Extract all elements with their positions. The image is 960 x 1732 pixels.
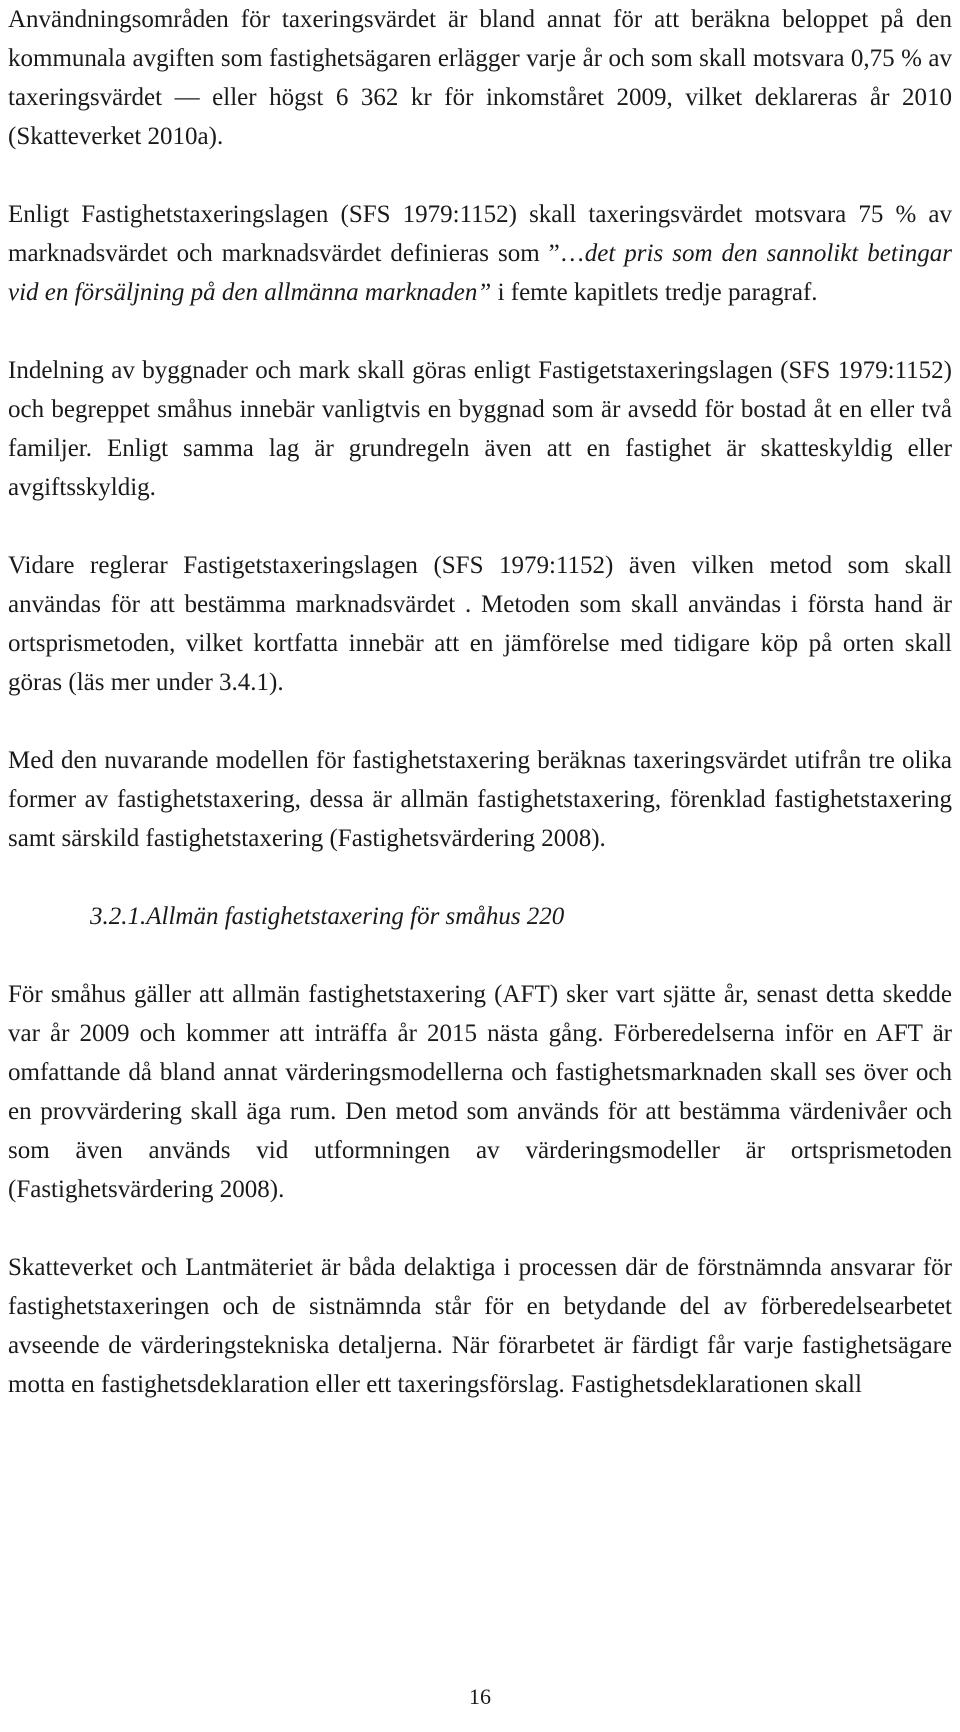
paragraph-taxation-forms: Med den nuvarande modellen för fastighetstaxering beräknas taxeringsvärdet utifrån tre olika former av fastighetstaxering, dessa är allmän fastighetstaxering, förenklad fastighetstaxering samt särskild fastighetstaxering (Fastighetsvärdering 2008). [8,747,952,852]
section-title: Allmän fastighetstaxering för småhus 220 [146,903,565,930]
document-page [8,0,952,1404]
paragraph-aft-schedule: För småhus gäller att allmän fastighetstaxering (AFT) sker vart sjätte år, senast detta skedde var år 2009 och kommer att inträffa år 2015 nästa gång. Förberedelserna inför en AFT är omfattande då bland annat värderingsmodellerna och fastighetsmarknaden skall ses över och en provvärdering skall äga rum. Den metod som används för att bestämma värdenivåer och som även används vid utformningen av värderingsmodeller är ortsprismetoden (Fastighetsvärdering 2008). [8,981,952,1203]
section-heading [8,897,952,936]
page-number: 16 [469,1684,491,1709]
paragraph-market-value-definition [8,195,952,312]
paragraph-text: i femte kapitlets tredje paragraf. [491,279,818,306]
paragraph-text: Enligt Fastighetstaxeringslagen (SFS 1979:1152) skall taxeringsvärdet motsvara 75 % av marknadsvärdet och marknadsvärdet definieras som ”… [8,201,952,267]
paragraph-agencies-process: Skatteverket och Lantmäteriet är båda delaktiga i processen där de förstnämnda ansvarar för fastighetstaxeringen och de sistnämnda står för en betydande del av förberedelsearbetet avseende de värderingstekniska detaljerna. När förarbetet är färdigt får varje fastighetsägare motta en fastighetsdeklaration eller ett taxeringsförslag. Fastighetsdeklarationen skall [8,1254,952,1398]
paragraph-taxation-uses: Användningsområden för taxeringsvärdet är bland annat för att beräkna beloppet på den kommunala avgiften som fastighetsägaren erlägger varje år och som skall motsvara 0,75 % av taxeringsvärdet — eller högst 6 362 kr för inkomståret 2009, vilket deklareras år 2010 (Skatteverket 2010a). [8,6,952,150]
paragraph-valuation-method: Vidare reglerar Fastigetstaxeringslagen (SFS 1979:1152) även vilken metod som skall användas för att bestämma marknadsvärdet . Metoden som skall användas i första hand är ortsprismetoden, vilket kortfatta innebär att en jämförelse med tidigare köp på orten skall göras (läs mer under 3.4.1). [8,552,952,696]
paragraph-building-classification: Indelning av byggnader och mark skall göras enligt Fastigetstaxeringslagen (SFS 1979:1152) och begreppet småhus innebär vanligtvis en byggnad som är avsedd för bostad åt en eller två familjer. Enligt samma lag är grundregeln även att en fastighet är skatteskyldig eller avgiftsskyldig. [8,357,952,501]
quoted-definition: det pris som den sannolikt betingar vid en försäljning på den allmänna marknaden” [8,240,952,306]
section-number: 3.2.1. [90,903,147,930]
